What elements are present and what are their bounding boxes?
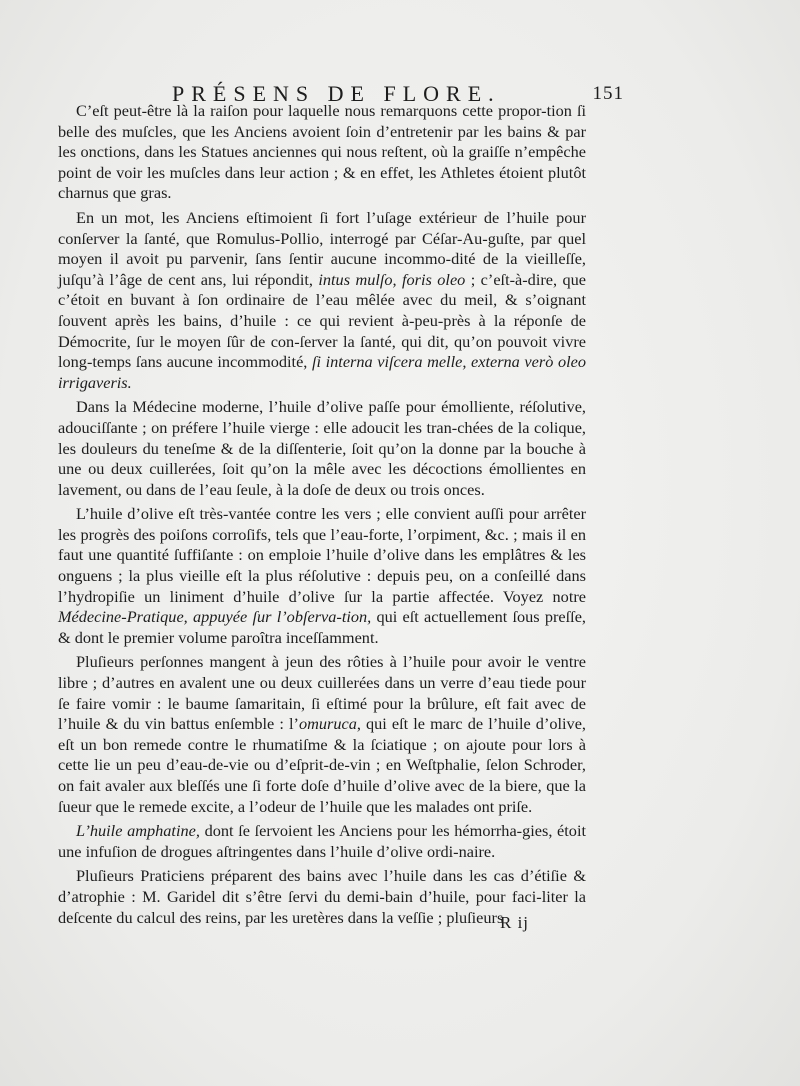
italic-run: ſi interna viſcera melle, externa verò oleo irrigaveris. [58,352,586,392]
italic-run: omuruca [298,714,357,734]
text-run: , qui eſt le marc de l’huile d’olive, eſt un bon remede contre le rhumatiſme & la ſciatique ; on ajoute pour lors à cette lie un peu d’eau-de-vie ou d’eſprit-de-vin ; en Weſtphalie, ſelon Schroder, on fait avaler aux bleſſés une ſi forte doſe d’huile d’olive avec de la biere, que la ſueur que le remede excite, a l’odeur de l’huile que les malades ont priſe. [58,714,586,816]
italic-run: Médecine-Pratique, appuyée ſur l’obſerva-tion, [58,607,372,627]
text-run: ; c’eſt-à-dire, que c’étoit en buvant à ſon ordinaire de l’eau mêlée avec du meil, & s’oignant ſouvent après les bains, d’huile : ce qui revient à-peu-près à la réponſe de Démocrite, ſur le moyen ſûr de con-ſerver la ſanté, qui dit, qu’on pouvoit vivre long-temps ſans aucune incommodité, [58,269,586,372]
text-run: L’huile d’olive eſt très-vantée contre les vers ; elle convient auſſi pour arrêter les progrès des poiſons corroſifs, tels que l’eau-forte, l’orpiment, &c. ; mais il en faut une quantité ſuffiſante : on emploie l’huile d’olive dans les emplâtres & les onguens ; la plus vieille eſt la plus réſolutive : depuis peu, on a conſeillé dans l’hydropiſie un liniment d’huile d’olive ſur la partie affectée. Voyez notre [58,504,586,606]
text-run: dont ſe ſervoient les Anciens pour les hémorrha-gies, étoit une infuſion de drogues aſtringentes dans l’huile d’olive ordi-naire. [58,821,586,861]
paragraph-3 [58,397,586,500]
text-run: Dans la Médecine moderne, l’huile d’olive paſſe pour émolliente, réſolutive, adouciſſante ; on préfere l’huile vierge : elle adoucit les tran-chées de la colique, les douleurs du teneſme & de la diſſenterie, ſoit qu’on la donne par la bouche à une ou deux cuillerées, ſoit qu’on la mêle avec les décoctions émollientes en lavement, ou dans de l’eau ſeule, à la doſe de deux ou trois onces. [58,397,586,499]
text-run: Pluſieurs perſonnes mangent à jeun des rôties à l’huile pour avoir le ventre libre ; d’autres en avalent une ou deux cuillerées dans un verre d’eau tiede pour ſe faire vomir : le baume ſamaritain, ſi eſtimé pour la brûlure, eſt fait avec de l’huile & du vin battus enſemble : l’ [58,652,586,734]
text-run: qui eſt actuellement ſous preſſe, & dont le premier volume paroîtra inceſſamment. [58,607,586,647]
body-text [58,101,586,928]
paragraph-4 [58,504,586,648]
paragraph-5 [58,652,586,817]
italic-run: intus mulſo, foris oleo [318,269,466,289]
italic-run: L’huile amphatine, [76,821,200,841]
text-run: Pluſieurs Praticiens préparent des bains avec l’huile dans les cas d’étiſie & d’atrophie : M. Garidel dit s’être ſervi du demi-bain d’huile, pour faci-liter la deſcente du calcul des reins, par les uretères dans la veſſie ; pluſieurs [58,866,586,927]
page-number: 151 [592,83,624,104]
paragraph-6 [58,821,586,862]
text-run: C’eſt peut-être là la raiſon pour laquelle nous remarquons cette propor-tion ſi belle des muſcles, que les Anciens avoient ſoin d’entretenir par les bains & par les onctions, dans les Statues anciennes qui nous reſtent, où la graiſſe n’empêche point de voir les muſcles dans leur action ; & en effet, les Athletes étoient plutôt charnus que gras. [58,101,586,203]
paragraph-2 [58,208,586,393]
paragraph-1 [58,101,586,204]
running-title: PRÉSENS DE FLORE. [172,81,501,106]
signature-mark: R ij [500,913,530,932]
text-run: En un mot, les Anciens eſtimoient ſi fort l’uſage extérieur de l’huile pour conſerver la ſanté, que Romulus-Pollio, interrogé par Céſar-Au-guſte, par quel moyen il avoit pu parvenir, ſans ſentir aucune incommo-dité de la vieilleſſe, juſqu’à l’âge de cent ans, lui répondit, [58,207,586,289]
